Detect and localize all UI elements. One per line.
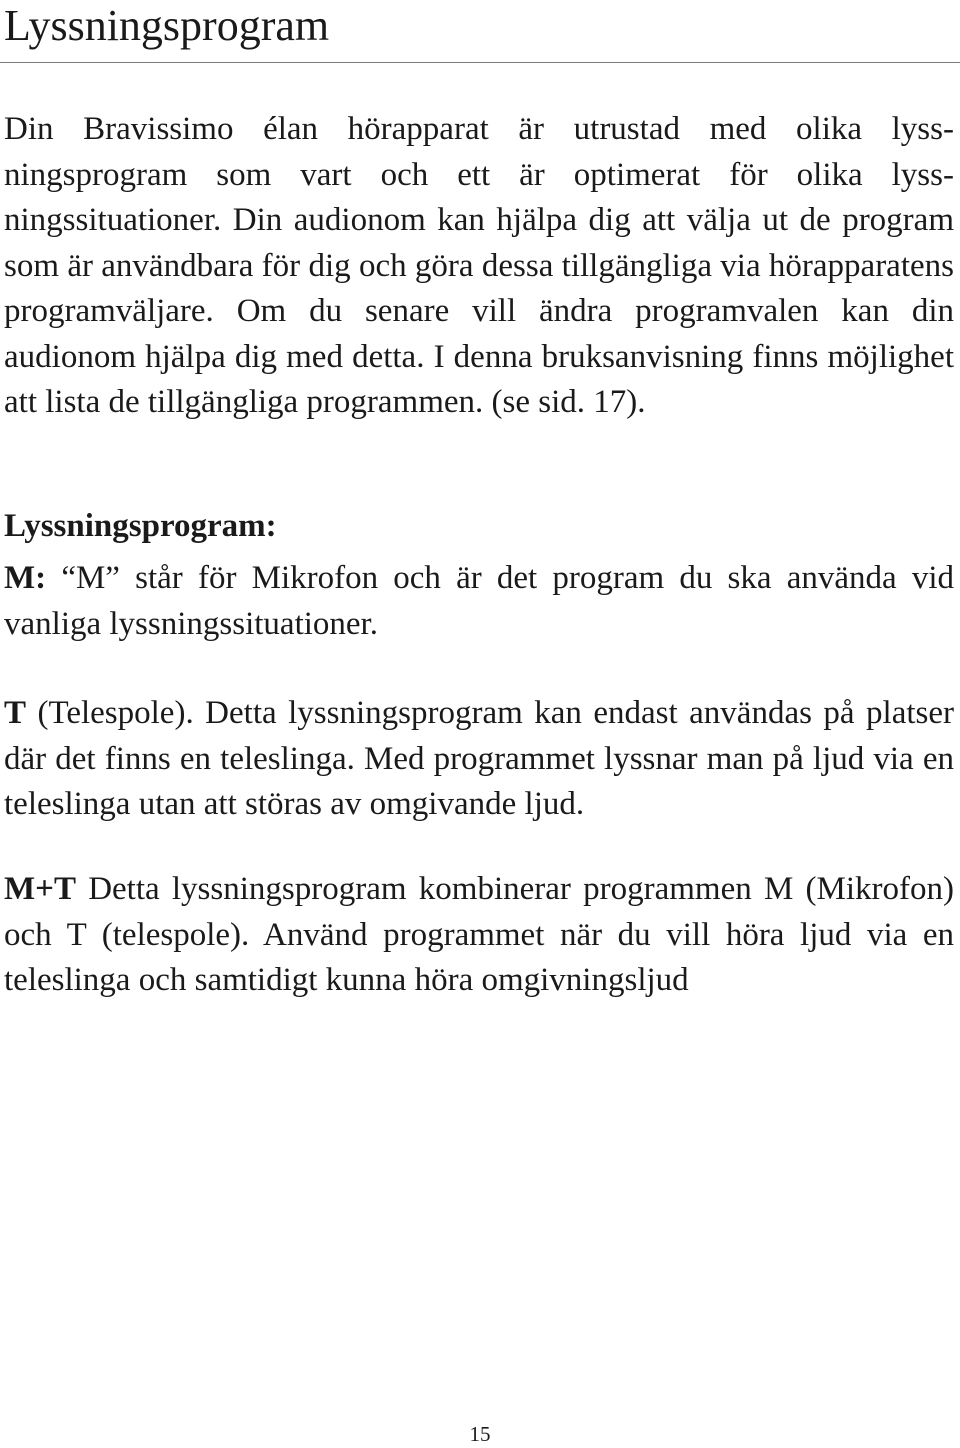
program-t-text: (Telespole). Detta lyssningsprogram kan endast användas på platser där det finns en teleslinga. Med programmet lyssnar man på ljud via en teleslinga utan att störas av omgivande ljud. [4, 695, 954, 822]
program-m-text: “M” står för Mikrofon och är det program du ska använda vid vanliga lyssningssituationer. [4, 560, 954, 642]
program-mt-text: Detta lyssningsprogram kombinerar programmen M (Mikrofon) och T (telespole). Använd programmet när du vill höra ljud via en teleslinga och samtidigt kunna höra omgivningsljud [4, 871, 954, 998]
page-number: 15 [469, 1422, 491, 1446]
programs-heading: Lyssningsprogram: [4, 508, 277, 544]
intro-paragraph: Din Bravissimo élan hörapparat är utrustad med olika lyssningsprogram som vart och ett är optimerat för olika lyssningssituationer. Din audionom kan hjälpa dig att välja ut de program som är användbara för dig och göra dessa tillgängliga via hörapparatens programväljare. Om du senare vill ändra programvalen kan din audionom hjälpa dig med detta. I denna bruksanvisning finns möjlighet att lista de tillgängliga programmen. (se sid. 17). [4, 111, 954, 420]
program-m-paragraph [4, 556, 954, 647]
program-mt-label: M+T [4, 871, 76, 907]
program-t-paragraph [4, 691, 954, 828]
page-title: Lyssningsprogram [4, 1, 330, 50]
program-t-label: T [4, 695, 27, 731]
title-divider [0, 62, 960, 63]
program-mt-paragraph [4, 867, 954, 1004]
program-m-label: M: [4, 560, 47, 596]
